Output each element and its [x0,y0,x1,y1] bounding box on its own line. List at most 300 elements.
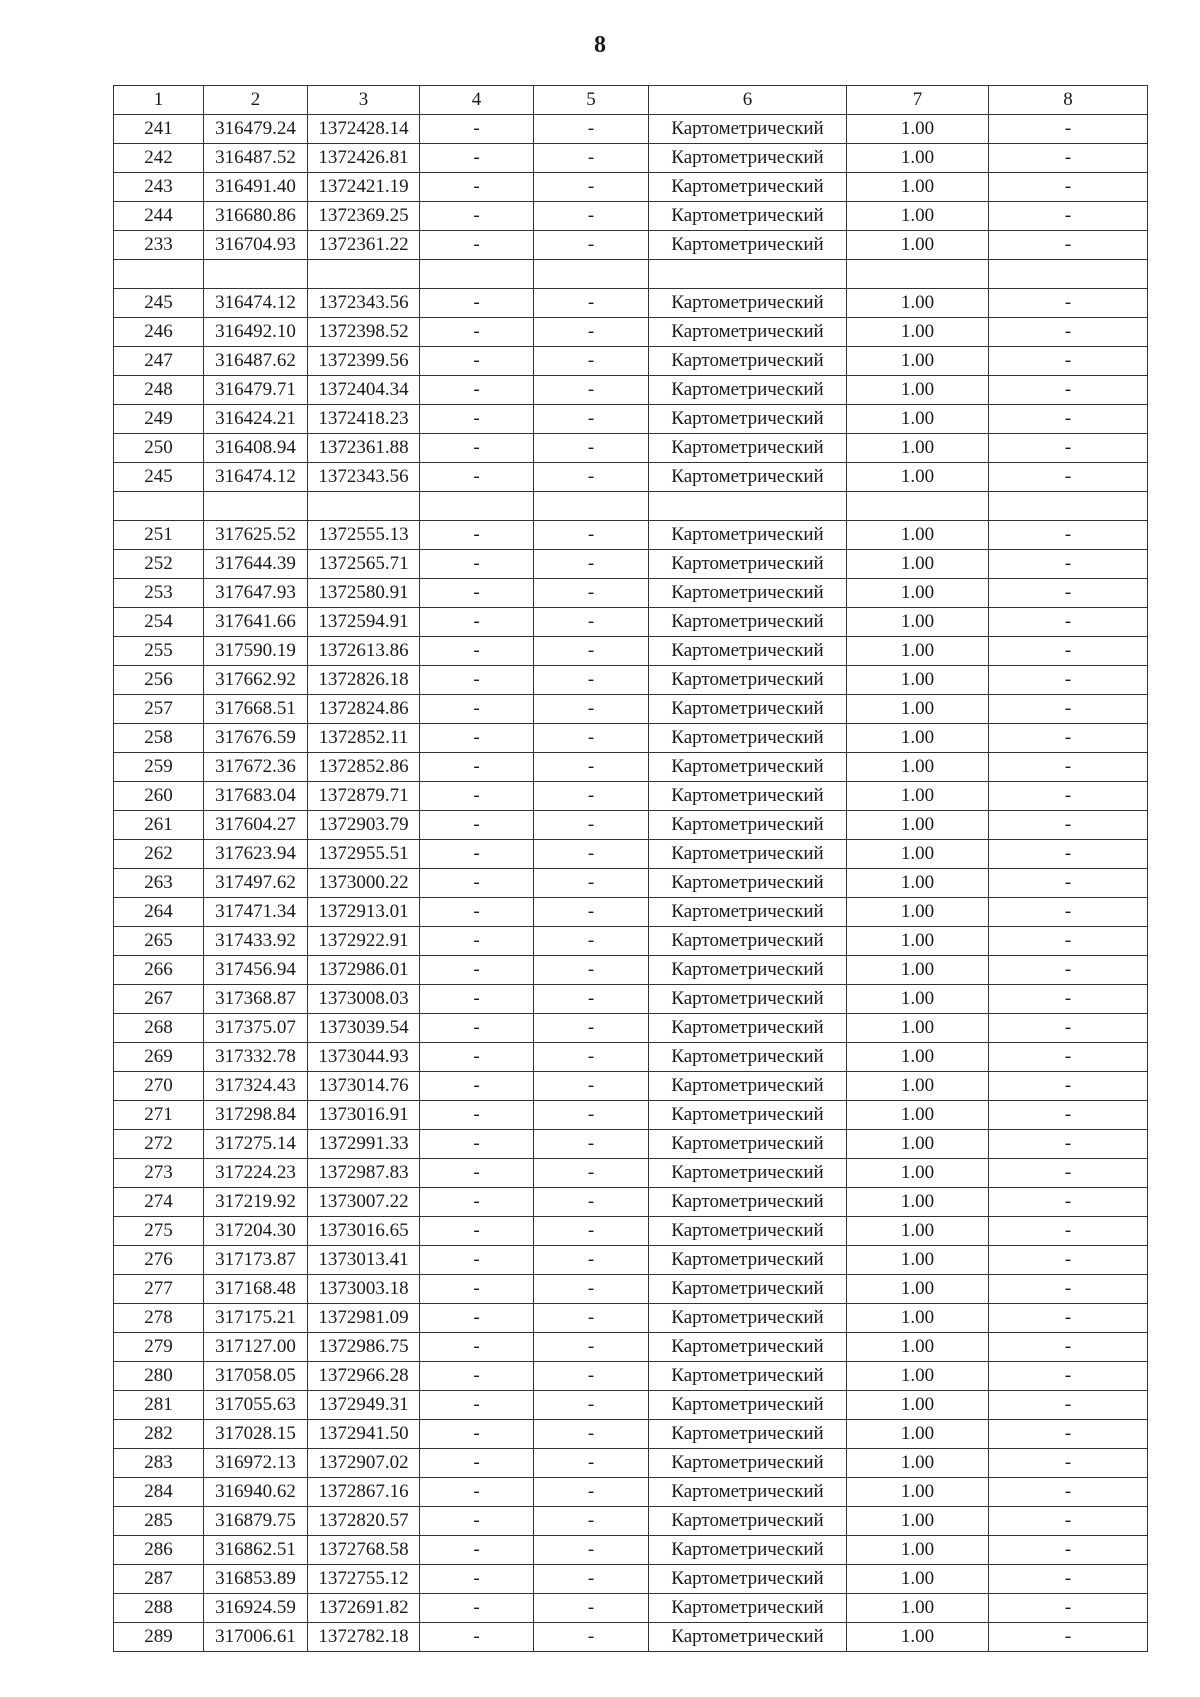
accuracy-cell: 1.00 [847,1101,989,1130]
y-coordinate-cell: 1373016.91 [308,1101,420,1130]
column-4-cell: - [420,1507,534,1536]
column-8-cell: - [989,840,1148,869]
x-coordinate-cell: 317055.63 [204,1391,308,1420]
method-cell: Картометрический [649,1130,847,1159]
y-coordinate-cell: 1372404.34 [308,376,420,405]
x-coordinate-cell: 317676.59 [204,724,308,753]
table-row [114,1043,1148,1072]
accuracy-cell: 1.00 [847,956,989,985]
column-4-cell: - [420,1449,534,1478]
y-coordinate-cell: 1372613.86 [308,637,420,666]
table-row [114,956,1148,985]
accuracy-cell: 1.00 [847,1072,989,1101]
y-coordinate-cell: 1372594.91 [308,608,420,637]
table-row [114,463,1148,492]
y-coordinate-cell: 1372903.79 [308,811,420,840]
column-8-cell: - [989,115,1148,144]
y-coordinate-cell: 1372981.09 [308,1304,420,1333]
column-8-cell: - [989,579,1148,608]
method-cell: Картометрический [649,144,847,173]
accuracy-cell: 1.00 [847,1014,989,1043]
x-coordinate-cell: 317647.93 [204,579,308,608]
x-coordinate-cell: 316924.59 [204,1594,308,1623]
method-cell: Картометрический [649,695,847,724]
column-5-cell: - [534,1333,649,1362]
method-cell: Картометрический [649,1536,847,1565]
method-cell: Картометрический [649,231,847,260]
method-cell: Картометрический [649,1188,847,1217]
column-4-cell: - [420,318,534,347]
method-cell: Картометрический [649,202,847,231]
x-coordinate-cell: 317168.48 [204,1275,308,1304]
y-coordinate-cell: 1372768.58 [308,1536,420,1565]
table-row [114,115,1148,144]
table-row [114,521,1148,550]
y-coordinate-cell: 1372428.14 [308,115,420,144]
y-coordinate-cell: 1372820.57 [308,1507,420,1536]
accuracy-cell: 1.00 [847,1275,989,1304]
table-row [114,753,1148,782]
column-5-cell: - [534,1391,649,1420]
accuracy-cell: 1.00 [847,1449,989,1478]
column-4-cell: - [420,1014,534,1043]
x-coordinate-cell: 316940.62 [204,1478,308,1507]
accuracy-cell: 1.00 [847,840,989,869]
table-row [114,1565,1148,1594]
column-8-cell: - [989,1623,1148,1652]
y-coordinate-cell: 1372922.91 [308,927,420,956]
column-4-cell: - [420,434,534,463]
y-coordinate-cell: 1372691.82 [308,1594,420,1623]
method-cell: Картометрический [649,898,847,927]
column-4-cell: - [420,898,534,927]
empty-cell [847,492,989,521]
x-coordinate-cell: 317332.78 [204,1043,308,1072]
column-8-cell: - [989,956,1148,985]
empty-cell [649,260,847,289]
accuracy-cell: 1.00 [847,521,989,550]
column-8-cell: - [989,376,1148,405]
point-number-cell: 266 [114,956,204,985]
accuracy-cell: 1.00 [847,927,989,956]
column-4-cell: - [420,753,534,782]
coordinates-table [113,85,1148,1652]
column-8-cell: - [989,434,1148,463]
column-4-cell: - [420,695,534,724]
table-row [114,811,1148,840]
method-cell: Картометрический [649,1101,847,1130]
column-4-cell: - [420,376,534,405]
table-row [114,1014,1148,1043]
column-8-cell: - [989,724,1148,753]
accuracy-cell: 1.00 [847,405,989,434]
point-number-cell: 251 [114,521,204,550]
column-5-cell: - [534,579,649,608]
column-4-cell: - [420,1130,534,1159]
y-coordinate-cell: 1372782.18 [308,1623,420,1652]
point-number-cell: 268 [114,1014,204,1043]
y-coordinate-cell: 1372555.13 [308,521,420,550]
column-5-cell: - [534,811,649,840]
column-5-cell: - [534,1188,649,1217]
column-8-cell: - [989,1014,1148,1043]
point-number-cell: 276 [114,1246,204,1275]
accuracy-cell: 1.00 [847,1623,989,1652]
point-number-cell: 254 [114,608,204,637]
column-5-cell: - [534,1420,649,1449]
column-4-cell: - [420,463,534,492]
column-8-cell: - [989,927,1148,956]
empty-cell [308,492,420,521]
method-cell: Картометрический [649,347,847,376]
column-8-cell: - [989,202,1148,231]
column-header: 4 [420,86,534,115]
method-cell: Картометрический [649,289,847,318]
point-number-cell: 284 [114,1478,204,1507]
column-5-cell: - [534,1449,649,1478]
y-coordinate-cell: 1372399.56 [308,347,420,376]
column-4-cell: - [420,1101,534,1130]
column-5-cell: - [534,637,649,666]
column-4-cell: - [420,1188,534,1217]
y-coordinate-cell: 1372826.18 [308,666,420,695]
column-5-cell: - [534,1101,649,1130]
column-8-cell: - [989,1275,1148,1304]
table-row [114,1362,1148,1391]
column-4-cell: - [420,1304,534,1333]
column-8-cell: - [989,1478,1148,1507]
method-cell: Картометрический [649,666,847,695]
column-8-cell: - [989,1304,1148,1333]
point-number-cell: 259 [114,753,204,782]
point-number-cell: 287 [114,1565,204,1594]
x-coordinate-cell: 317604.27 [204,811,308,840]
table-row [114,840,1148,869]
accuracy-cell: 1.00 [847,376,989,405]
x-coordinate-cell: 316474.12 [204,463,308,492]
x-coordinate-cell: 317173.87 [204,1246,308,1275]
x-coordinate-cell: 317641.66 [204,608,308,637]
point-number-cell: 270 [114,1072,204,1101]
point-number-cell: 278 [114,1304,204,1333]
table-row [114,724,1148,753]
column-8-cell: - [989,811,1148,840]
method-cell: Картометрический [649,1594,847,1623]
point-number-cell: 246 [114,318,204,347]
column-header: 3 [308,86,420,115]
method-cell: Картометрический [649,956,847,985]
accuracy-cell: 1.00 [847,811,989,840]
accuracy-cell: 1.00 [847,985,989,1014]
column-4-cell: - [420,869,534,898]
column-5-cell: - [534,608,649,637]
column-5-cell: - [534,1072,649,1101]
empty-cell [534,492,649,521]
method-cell: Картометрический [649,318,847,347]
table-row [114,898,1148,927]
y-coordinate-cell: 1372824.86 [308,695,420,724]
column-5-cell: - [534,1246,649,1275]
column-5-cell: - [534,289,649,318]
column-5-cell: - [534,869,649,898]
column-5-cell: - [534,1014,649,1043]
y-coordinate-cell: 1372361.22 [308,231,420,260]
accuracy-cell: 1.00 [847,1362,989,1391]
point-number-cell: 267 [114,985,204,1014]
x-coordinate-cell: 317375.07 [204,1014,308,1043]
x-coordinate-cell: 317028.15 [204,1420,308,1449]
accuracy-cell: 1.00 [847,115,989,144]
x-coordinate-cell: 317497.62 [204,869,308,898]
accuracy-cell: 1.00 [847,898,989,927]
accuracy-cell: 1.00 [847,637,989,666]
method-cell: Картометрический [649,782,847,811]
column-4-cell: - [420,1333,534,1362]
accuracy-cell: 1.00 [847,1420,989,1449]
method-cell: Картометрический [649,1478,847,1507]
column-4-cell: - [420,1246,534,1275]
point-number-cell: 233 [114,231,204,260]
column-4-cell: - [420,724,534,753]
column-8-cell: - [989,318,1148,347]
table-row [114,231,1148,260]
point-number-cell: 242 [114,144,204,173]
point-number-cell: 263 [114,869,204,898]
table-row [114,1217,1148,1246]
accuracy-cell: 1.00 [847,289,989,318]
point-number-cell: 256 [114,666,204,695]
x-coordinate-cell: 316424.21 [204,405,308,434]
accuracy-cell: 1.00 [847,1333,989,1362]
table-row [114,1420,1148,1449]
column-4-cell: - [420,521,534,550]
point-number-cell: 253 [114,579,204,608]
accuracy-cell: 1.00 [847,347,989,376]
column-5-cell: - [534,898,649,927]
page-number: 8 [594,32,606,58]
empty-cell [847,260,989,289]
column-5-cell: - [534,1536,649,1565]
y-coordinate-cell: 1373014.76 [308,1072,420,1101]
x-coordinate-cell: 317625.52 [204,521,308,550]
column-4-cell: - [420,202,534,231]
method-cell: Картометрический [649,1275,847,1304]
column-5-cell: - [534,1275,649,1304]
accuracy-cell: 1.00 [847,463,989,492]
table-row [114,173,1148,202]
method-cell: Картометрический [649,579,847,608]
column-8-cell: - [989,753,1148,782]
column-4-cell: - [420,173,534,202]
table-row [114,1101,1148,1130]
method-cell: Картометрический [649,724,847,753]
column-8-cell: - [989,550,1148,579]
column-5-cell: - [534,347,649,376]
x-coordinate-cell: 317433.92 [204,927,308,956]
point-number-cell: 262 [114,840,204,869]
y-coordinate-cell: 1372955.51 [308,840,420,869]
column-5-cell: - [534,1565,649,1594]
column-8-cell: - [989,289,1148,318]
column-5-cell: - [534,318,649,347]
method-cell: Картометрический [649,1159,847,1188]
x-coordinate-cell: 317298.84 [204,1101,308,1130]
column-4-cell: - [420,666,534,695]
x-coordinate-cell: 317683.04 [204,782,308,811]
accuracy-cell: 1.00 [847,666,989,695]
point-number-cell: 247 [114,347,204,376]
column-4-cell: - [420,1275,534,1304]
column-8-cell: - [989,666,1148,695]
accuracy-cell: 1.00 [847,1304,989,1333]
x-coordinate-cell: 317644.39 [204,550,308,579]
column-5-cell: - [534,1130,649,1159]
method-cell: Картометрический [649,1304,847,1333]
method-cell: Картометрический [649,521,847,550]
table-row [114,1449,1148,1478]
table-spacer-row [114,492,1148,521]
accuracy-cell: 1.00 [847,231,989,260]
table-row [114,550,1148,579]
column-8-cell: - [989,1507,1148,1536]
point-number-cell: 252 [114,550,204,579]
accuracy-cell: 1.00 [847,173,989,202]
x-coordinate-cell: 317623.94 [204,840,308,869]
x-coordinate-cell: 317219.92 [204,1188,308,1217]
method-cell: Картометрический [649,405,847,434]
x-coordinate-cell: 316853.89 [204,1565,308,1594]
table-row [114,1188,1148,1217]
column-4-cell: - [420,1594,534,1623]
column-4-cell: - [420,782,534,811]
point-number-cell: 275 [114,1217,204,1246]
column-5-cell: - [534,1217,649,1246]
table-row [114,376,1148,405]
column-5-cell: - [534,666,649,695]
column-8-cell: - [989,1420,1148,1449]
table-row [114,1594,1148,1623]
column-8-cell: - [989,231,1148,260]
y-coordinate-cell: 1372361.88 [308,434,420,463]
y-coordinate-cell: 1373039.54 [308,1014,420,1043]
accuracy-cell: 1.00 [847,1246,989,1275]
y-coordinate-cell: 1372941.50 [308,1420,420,1449]
accuracy-cell: 1.00 [847,434,989,463]
column-header: 2 [204,86,308,115]
point-number-cell: 285 [114,1507,204,1536]
x-coordinate-cell: 317275.14 [204,1130,308,1159]
column-8-cell: - [989,1391,1148,1420]
table-row [114,1507,1148,1536]
point-number-cell: 250 [114,434,204,463]
column-5-cell: - [534,231,649,260]
method-cell: Картометрический [649,1072,847,1101]
column-header: 8 [989,86,1148,115]
column-8-cell: - [989,347,1148,376]
column-8-cell: - [989,985,1148,1014]
y-coordinate-cell: 1372991.33 [308,1130,420,1159]
y-coordinate-cell: 1372418.23 [308,405,420,434]
x-coordinate-cell: 317224.23 [204,1159,308,1188]
accuracy-cell: 1.00 [847,753,989,782]
x-coordinate-cell: 317127.00 [204,1333,308,1362]
method-cell: Картометрический [649,1043,847,1072]
x-coordinate-cell: 317662.92 [204,666,308,695]
method-cell: Картометрический [649,1623,847,1652]
table-row [114,202,1148,231]
column-5-cell: - [534,782,649,811]
empty-cell [308,260,420,289]
column-8-cell: - [989,1188,1148,1217]
column-5-cell: - [534,1594,649,1623]
x-coordinate-cell: 316879.75 [204,1507,308,1536]
column-8-cell: - [989,1043,1148,1072]
empty-cell [534,260,649,289]
point-number-cell: 264 [114,898,204,927]
point-number-cell: 261 [114,811,204,840]
point-number-cell: 279 [114,1333,204,1362]
table-row [114,985,1148,1014]
x-coordinate-cell: 317672.36 [204,753,308,782]
method-cell: Картометрический [649,1014,847,1043]
point-number-cell: 265 [114,927,204,956]
column-8-cell: - [989,144,1148,173]
accuracy-cell: 1.00 [847,1217,989,1246]
y-coordinate-cell: 1372913.01 [308,898,420,927]
table-row [114,1246,1148,1275]
accuracy-cell: 1.00 [847,1043,989,1072]
column-5-cell: - [534,521,649,550]
column-header: 7 [847,86,989,115]
column-4-cell: - [420,840,534,869]
y-coordinate-cell: 1373044.93 [308,1043,420,1072]
table-row [114,405,1148,434]
column-8-cell: - [989,1159,1148,1188]
method-cell: Картометрический [649,550,847,579]
accuracy-cell: 1.00 [847,579,989,608]
column-8-cell: - [989,869,1148,898]
column-8-cell: - [989,405,1148,434]
column-5-cell: - [534,1159,649,1188]
empty-cell [114,492,204,521]
table-row [114,927,1148,956]
accuracy-cell: 1.00 [847,1536,989,1565]
method-cell: Картометрический [649,376,847,405]
x-coordinate-cell: 317204.30 [204,1217,308,1246]
accuracy-cell: 1.00 [847,724,989,753]
column-5-cell: - [534,173,649,202]
point-number-cell: 255 [114,637,204,666]
method-cell: Картометрический [649,1449,847,1478]
y-coordinate-cell: 1372421.19 [308,173,420,202]
point-number-cell: 272 [114,1130,204,1159]
column-4-cell: - [420,579,534,608]
y-coordinate-cell: 1372343.56 [308,463,420,492]
column-5-cell: - [534,144,649,173]
x-coordinate-cell: 316704.93 [204,231,308,260]
method-cell: Картометрический [649,811,847,840]
column-5-cell: - [534,956,649,985]
accuracy-cell: 1.00 [847,869,989,898]
method-cell: Картометрический [649,985,847,1014]
y-coordinate-cell: 1372343.56 [308,289,420,318]
method-cell: Картометрический [649,1507,847,1536]
method-cell: Картометрический [649,637,847,666]
column-8-cell: - [989,1536,1148,1565]
column-8-cell: - [989,1217,1148,1246]
accuracy-cell: 1.00 [847,1159,989,1188]
y-coordinate-cell: 1372867.16 [308,1478,420,1507]
